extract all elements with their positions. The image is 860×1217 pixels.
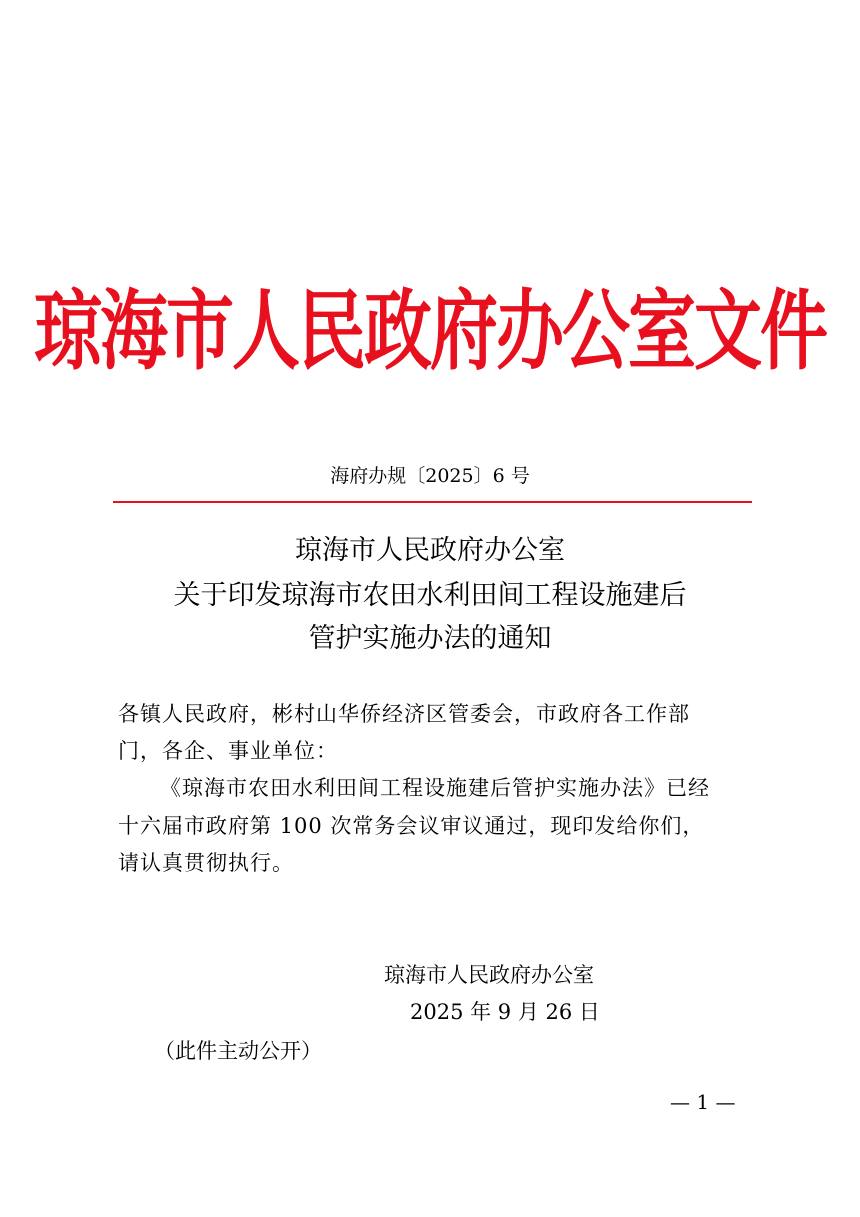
body-text-line: 门，各企、事业单位：: [118, 739, 338, 763]
disclosure-note: （此件主动公开）: [154, 1039, 322, 1063]
body-text-line: 请认真贯彻执行。: [118, 851, 294, 875]
issuing-authority-header: 琼海市人民政府办公室文件: [33, 280, 826, 383]
body-text-line: 各镇人民政府，彬村山华侨经济区管委会，市政府各工作部: [118, 702, 690, 726]
body-text-line: 十六届市政府第 100 次常务会议审议通过，现印发给你们，: [118, 814, 705, 838]
signature-issuer: 琼海市人民政府办公室: [384, 963, 594, 987]
red-divider-line: [113, 501, 752, 503]
body-text-line: 《琼海市农田水利田间工程设施建后管护实施办法》已经: [160, 776, 710, 800]
document-title-line-1: 琼海市人民政府办公室: [295, 535, 565, 566]
document-title-line-2: 关于印发琼海市农田水利田间工程设施建后: [173, 580, 687, 611]
page-number: — 1 —: [670, 1090, 736, 1114]
signature-date: 2025 年 9 月 26 日: [410, 1000, 600, 1024]
document-number: 海府办规〔2025〕6 号: [330, 465, 530, 487]
document-title-line-3: 管护实施办法的通知: [308, 623, 552, 654]
